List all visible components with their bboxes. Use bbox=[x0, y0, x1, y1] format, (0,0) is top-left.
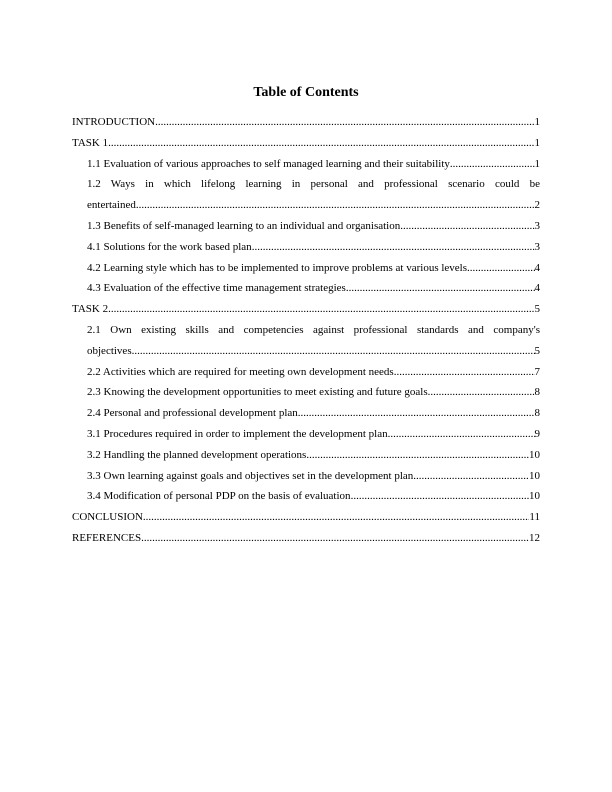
toc-entry-4-2[interactable] bbox=[72, 258, 540, 279]
toc-entry-2-2[interactable] bbox=[72, 362, 540, 383]
toc-entry-text: 2.4 Personal and professional development plan bbox=[87, 407, 298, 420]
toc-entry-2-4[interactable] bbox=[72, 403, 540, 424]
toc-entry-1-3[interactable] bbox=[72, 216, 540, 237]
toc-entry-3-1[interactable] bbox=[72, 424, 540, 445]
toc-entry-page: 12 bbox=[529, 531, 540, 544]
dot-leader bbox=[400, 216, 534, 237]
toc-entry-text-continued: entertained bbox=[87, 199, 136, 212]
dot-leader bbox=[394, 362, 535, 383]
toc-entry-text: 4.1 Solutions for the work based plan bbox=[87, 240, 252, 253]
toc-entry-3-2[interactable] bbox=[72, 445, 540, 466]
table-of-contents bbox=[72, 112, 540, 549]
toc-entry-page: 9 bbox=[534, 427, 540, 440]
toc-entry-4-1[interactable] bbox=[72, 237, 540, 258]
toc-entry-page: 1 bbox=[534, 157, 540, 170]
toc-entry-3-4[interactable] bbox=[72, 486, 540, 507]
toc-entry-text: REFERENCES bbox=[72, 531, 142, 544]
dot-leader bbox=[413, 466, 529, 487]
toc-entry-page: 1 bbox=[534, 116, 540, 128]
toc-entry-text: 2.3 Knowing the development opportunities to meet existing and future goals bbox=[87, 386, 428, 399]
toc-entry-page: 8 bbox=[534, 386, 540, 399]
toc-entry-text: 4.2 Learning style which has to be implemented to improve problems at various levels bbox=[87, 261, 468, 274]
toc-entry-page: 4 bbox=[534, 261, 540, 274]
toc-entry-text: INTRODUCTION bbox=[72, 116, 156, 128]
toc-entry-1-1[interactable] bbox=[72, 154, 540, 175]
dot-leader bbox=[428, 382, 535, 403]
toc-entry-2-3[interactable] bbox=[72, 382, 540, 403]
toc-entry-task-2[interactable] bbox=[72, 299, 540, 320]
toc-entry-text-continued: objectives bbox=[87, 344, 132, 357]
toc-entry-text: TASK 2 bbox=[72, 303, 109, 316]
toc-entry-3-3[interactable] bbox=[72, 466, 540, 487]
dot-leader bbox=[450, 154, 535, 175]
toc-entry-page: 7 bbox=[534, 365, 540, 378]
toc-entry-2-1[interactable] bbox=[72, 320, 540, 362]
toc-entry-text: 3.1 Procedures required in order to implement the development plan bbox=[87, 427, 388, 440]
toc-entry-text: TASK 1 bbox=[72, 136, 109, 149]
toc-entry-task-1[interactable] bbox=[72, 133, 540, 154]
dot-leader bbox=[108, 133, 534, 154]
toc-entry-text: 3.4 Modification of personal PDP on the basis of evaluation bbox=[87, 490, 351, 503]
dot-leader bbox=[141, 528, 529, 549]
toc-entry-text: 3.3 Own learning against goals and objectives set in the development plan bbox=[87, 469, 414, 482]
toc-entry-page: 3 bbox=[534, 240, 540, 253]
dot-leader bbox=[143, 507, 530, 528]
dot-leader bbox=[346, 278, 535, 299]
dot-leader bbox=[136, 195, 535, 216]
toc-entry-page: 5 bbox=[534, 344, 540, 357]
toc-entry-page: 11 bbox=[529, 511, 540, 524]
dot-leader bbox=[351, 486, 529, 507]
dot-leader bbox=[467, 258, 534, 279]
toc-entry-references[interactable] bbox=[72, 528, 540, 549]
toc-entry-text: 2.1 Own existing skills and competencies against professional standards and company's bbox=[87, 323, 540, 336]
dot-leader bbox=[155, 112, 534, 133]
toc-entry-page: 1 bbox=[534, 136, 540, 149]
toc-entry-text: 1.3 Benefits of self-managed learning to an individual and organisation bbox=[87, 219, 401, 232]
dot-leader bbox=[132, 341, 535, 362]
toc-entry-introduction[interactable] bbox=[72, 112, 540, 133]
dot-leader bbox=[306, 445, 529, 466]
toc-entry-page: 5 bbox=[534, 303, 540, 316]
toc-entry-text: 4.3 Evaluation of the effective time management strategies bbox=[87, 282, 346, 295]
dot-leader bbox=[108, 299, 534, 320]
toc-entry-text: 1.2 Ways in which lifelong learning in personal and professional scenario could be bbox=[87, 178, 540, 191]
toc-entry-conclusion[interactable] bbox=[72, 507, 540, 528]
toc-entry-text: 1.1 Evaluation of various approaches to self managed learning and their suitability bbox=[87, 157, 450, 170]
toc-title: Table of Contents bbox=[253, 85, 359, 100]
dot-leader bbox=[388, 424, 535, 445]
toc-entry-page: 10 bbox=[529, 469, 540, 482]
toc-entry-page: 10 bbox=[529, 490, 540, 503]
toc-entry-text: 3.2 Handling the planned development operations bbox=[87, 448, 307, 461]
toc-entry-4-3[interactable] bbox=[72, 278, 540, 299]
toc-entry-page: 2 bbox=[534, 199, 540, 212]
toc-entry-page: 4 bbox=[534, 282, 540, 295]
dot-leader bbox=[298, 403, 535, 424]
dot-leader bbox=[252, 237, 535, 258]
toc-entry-text: CONCLUSION bbox=[72, 511, 143, 524]
toc-entry-page: 8 bbox=[534, 407, 540, 420]
toc-entry-page: 10 bbox=[529, 448, 540, 461]
toc-entry-1-2[interactable] bbox=[72, 174, 540, 216]
toc-entry-text: 2.2 Activities which are required for meeting own development needs bbox=[87, 365, 394, 378]
toc-entry-page: 3 bbox=[534, 219, 540, 232]
